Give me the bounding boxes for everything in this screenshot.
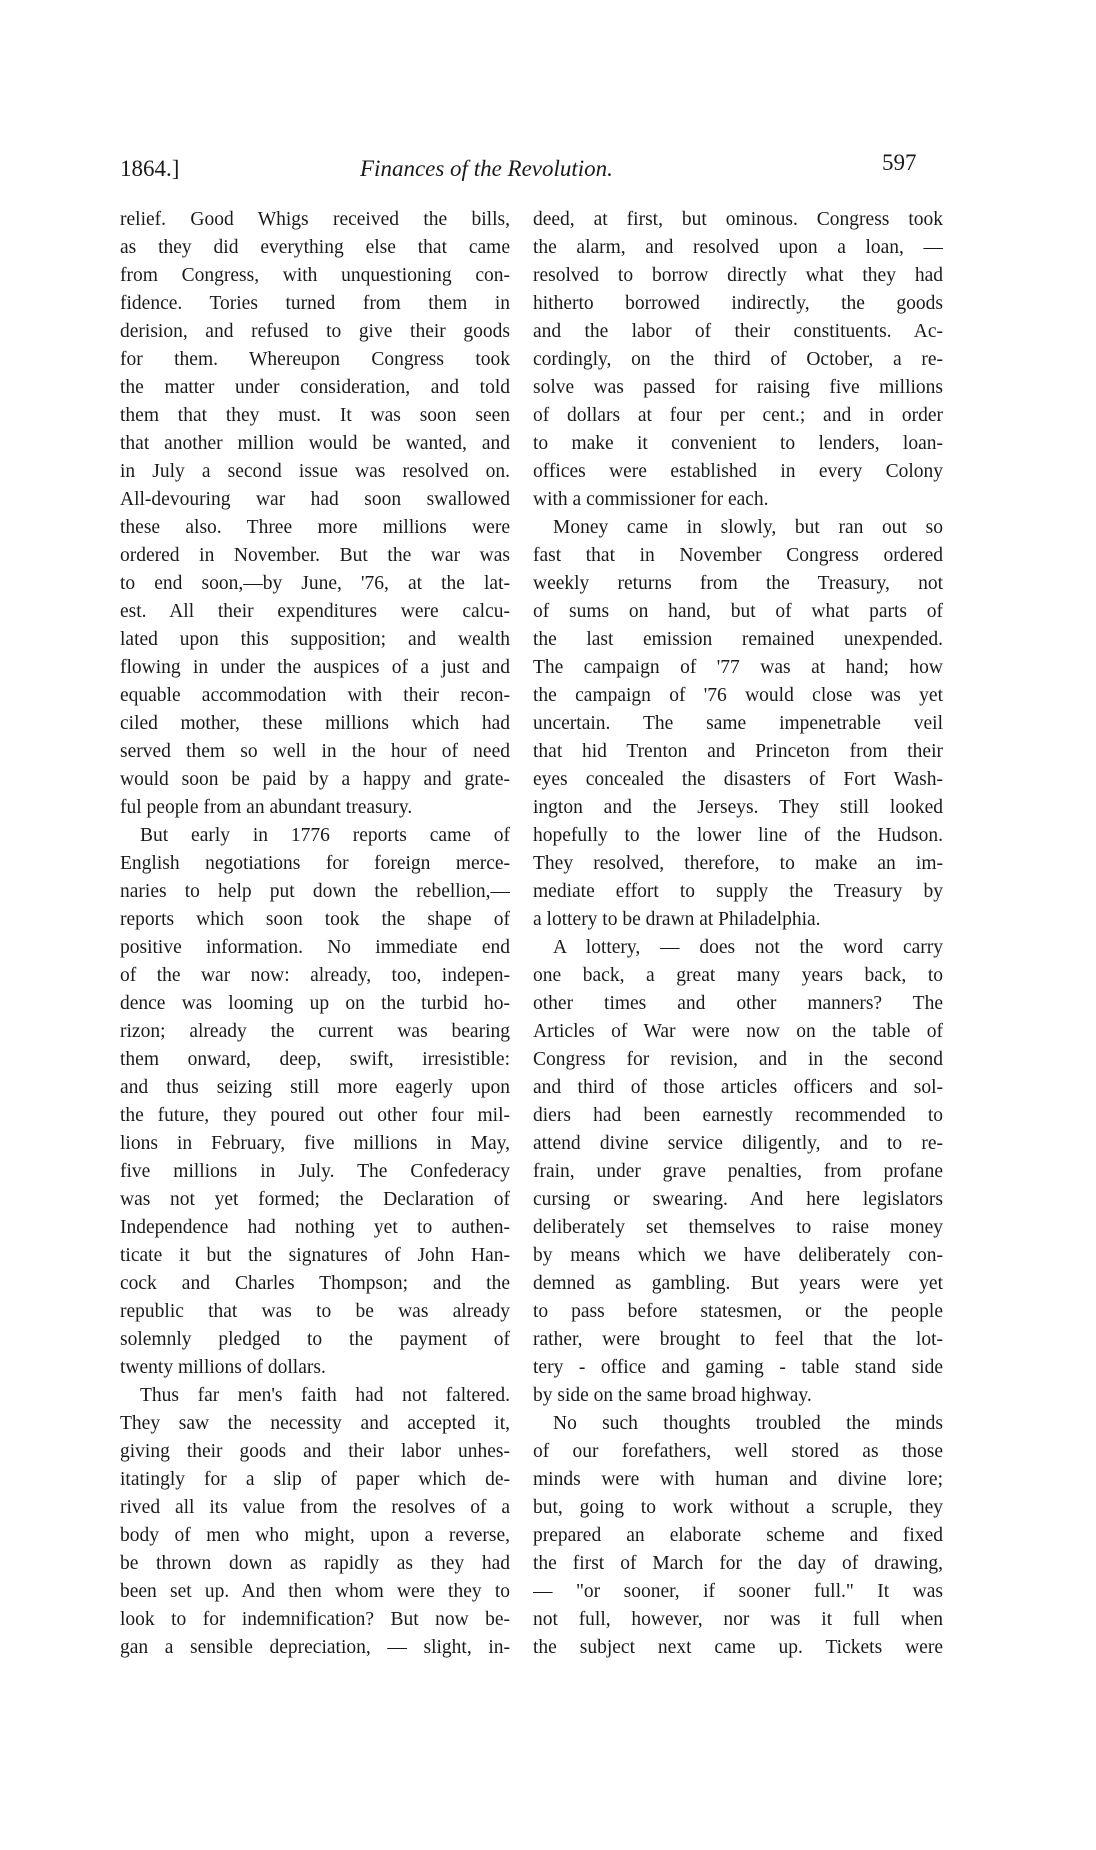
text-line: be thrown down as rapidly as they had: [120, 1553, 510, 1574]
text-line: that hid Trenton and Princeton from their: [533, 741, 943, 762]
text-line: that another million would be wanted, and: [120, 433, 510, 454]
text-line: cock and Charles Thompson; and the: [120, 1273, 510, 1294]
text-line: deed, at first, but ominous. Congress took: [533, 209, 943, 230]
text-line: served them so well in the hour of need: [120, 741, 510, 762]
text-line: a lottery to be drawn at Philadelphia.: [533, 909, 821, 930]
text-line: They resolved, therefore, to make an im-: [533, 853, 943, 874]
text-line: of our forefathers, well stored as those: [533, 1441, 943, 1462]
text-line: look to for indemnification? But now be-: [120, 1609, 510, 1630]
text-line: rived all its value from the resolves of a: [120, 1497, 510, 1518]
text-line: for them. Whereupon Congress took: [120, 349, 510, 370]
text-line: derision, and refused to give their goods: [120, 321, 510, 342]
text-line: reports which soon took the shape of: [120, 909, 510, 930]
text-line: the matter under consideration, and told: [120, 377, 510, 398]
text-line: fidence. Tories turned from them in: [120, 293, 510, 314]
text-line: equable accommodation with their recon-: [120, 685, 510, 706]
text-line: mediate effort to supply the Treasury by: [533, 881, 943, 902]
text-line: uncertain. The same impenetrable veil: [533, 713, 943, 734]
paragraph: [120, 1382, 510, 1662]
text-line: ful people from an abundant treasury.: [120, 797, 413, 818]
text-line: Articles of War were now on the table of: [533, 1021, 943, 1042]
running-head-year: 1864.]: [120, 156, 180, 181]
text-line: but, going to work without a scruple, they: [533, 1497, 943, 1518]
text-line: of the war now: already, too, indepen-: [120, 965, 510, 986]
text-line: cordingly, on the third of October, a re-: [533, 349, 943, 370]
text-line: No such thoughts troubled the minds: [553, 1413, 943, 1434]
text-line: hopefully to the lower line of the Hudson.: [533, 825, 943, 846]
text-line: lated upon this supposition; and wealth: [120, 629, 510, 650]
text-line: rather, were brought to feel that the lot-: [533, 1329, 943, 1350]
text-line: All-devouring war had soon swallowed: [120, 489, 510, 510]
text-line: other times and other manners? The: [533, 993, 943, 1014]
text-line: republic that was to be was already: [120, 1301, 510, 1322]
text-line: lions in February, five millions in May,: [120, 1133, 510, 1154]
text-line: diers had been earnestly recommended to: [533, 1105, 943, 1126]
text-line: giving their goods and their labor unhes-: [120, 1441, 510, 1462]
text-line: gan a sensible depreciation, — slight, in-: [120, 1637, 510, 1658]
paragraph: [120, 206, 510, 822]
text-line: the first of March for the day of drawing,: [533, 1553, 943, 1574]
text-line: weekly returns from the Treasury, not: [533, 573, 943, 594]
text-line: cursing or swearing. And here legislators: [533, 1189, 943, 1210]
text-line: frain, under grave penalties, from profane: [533, 1161, 943, 1182]
text-line: resolved to borrow directly what they had: [533, 265, 943, 286]
left-column: [120, 206, 510, 1662]
text-line: ordered in November. But the war was: [120, 545, 510, 566]
paragraph: [533, 934, 943, 1410]
text-line: demned as gambling. But years were yet: [533, 1273, 943, 1294]
text-line: ciled mother, these millions which had: [120, 713, 510, 734]
paragraph: [533, 206, 943, 514]
text-line: body of men who might, upon a reverse,: [120, 1525, 510, 1546]
text-line: solemnly pledged to the payment of: [120, 1329, 510, 1350]
text-line: deliberately set themselves to raise money: [533, 1217, 943, 1238]
text-line: these also. Three more millions were: [120, 517, 510, 538]
text-line: hitherto borrowed indirectly, the goods: [533, 293, 943, 314]
text-line: in July a second issue was resolved on.: [120, 461, 510, 482]
paragraph: [120, 822, 510, 1382]
text-line: tery - office and gaming - table stand side: [533, 1357, 943, 1378]
text-line: ington and the Jerseys. They still looked: [533, 797, 943, 818]
paragraph: [533, 1410, 943, 1662]
text-line: of dollars at four per cent.; and in order: [533, 405, 943, 426]
text-line: dence was looming up on the turbid ho-: [120, 993, 510, 1014]
text-line: relief. Good Whigs received the bills,: [120, 209, 510, 230]
text-line: by side on the same broad highway.: [533, 1385, 812, 1406]
text-line: minds were with human and divine lore;: [533, 1469, 943, 1490]
text-line: and the labor of their constituents. Ac-: [533, 321, 943, 342]
text-line: fast that in November Congress ordered: [533, 545, 943, 566]
text-line: not full, however, nor was it full when: [533, 1609, 943, 1630]
text-line: They saw the necessity and accepted it,: [120, 1413, 510, 1434]
text-line: flowing in under the auspices of a just and: [120, 657, 510, 678]
text-line: the last emission remained unexpended.: [533, 629, 943, 650]
text-line: est. All their expenditures were calcu-: [120, 601, 510, 622]
text-line: But early in 1776 reports came of: [140, 825, 510, 846]
text-line: offices were established in every Colony: [533, 461, 943, 482]
text-line: naries to help put down the rebellion,—: [120, 881, 510, 902]
text-line: Money came in slowly, but ran out so: [553, 517, 943, 538]
paragraph: [533, 514, 943, 934]
text-line: would soon be paid by a happy and grate-: [120, 769, 510, 790]
text-line: the subject next came up. Tickets were: [533, 1637, 943, 1658]
text-line: attend divine service diligently, and to re-: [533, 1133, 943, 1154]
text-line: the future, they poured out other four mil-: [120, 1105, 510, 1126]
running-head-title: Finances of the Revolution.: [360, 156, 613, 181]
text-line: them onward, deep, swift, irresistible:: [120, 1049, 510, 1070]
text-line: by means which we have deliberately con-: [533, 1245, 943, 1266]
right-column: [533, 206, 943, 1662]
text-line: from Congress, with unquestioning con-: [120, 265, 510, 286]
text-line: them that they must. It was soon seen: [120, 405, 510, 426]
text-line: the alarm, and resolved upon a loan, —: [533, 237, 943, 258]
text-line: ticate it but the signatures of John Han-: [120, 1245, 510, 1266]
text-line: solve was passed for raising five millions: [533, 377, 943, 398]
text-line: been set up. And then whom were they to: [120, 1581, 510, 1602]
text-line: to end soon,—by June, '76, at the lat-: [120, 573, 510, 594]
text-line: twenty millions of dollars.: [120, 1357, 326, 1378]
text-line: positive information. No immediate end: [120, 937, 510, 958]
text-line: Congress for revision, and in the second: [533, 1049, 943, 1070]
text-line: five millions in July. The Confederacy: [120, 1161, 510, 1182]
text-line: A lottery, — does not the word carry: [553, 937, 943, 958]
text-line: Independence had nothing yet to authen-: [120, 1217, 510, 1238]
text-line: was not yet formed; the Declaration of: [120, 1189, 510, 1210]
text-line: prepared an elaborate scheme and fixed: [533, 1525, 943, 1546]
text-line: as they did everything else that came: [120, 237, 510, 258]
page-number: 597: [882, 150, 917, 175]
text-line: to make it convenient to lenders, loan-: [533, 433, 943, 454]
text-line: eyes concealed the disasters of Fort Wash-: [533, 769, 943, 790]
text-line: — "or sooner, if sooner full." It was: [533, 1581, 943, 1602]
text-line: and thus seizing still more eagerly upon: [120, 1077, 510, 1098]
text-line: Thus far men's faith had not faltered.: [140, 1385, 510, 1406]
text-line: one back, a great many years back, to: [533, 965, 943, 986]
text-line: rizon; already the current was bearing: [120, 1021, 510, 1042]
text-line: to pass before statesmen, or the people: [533, 1301, 943, 1322]
text-line: English negotiations for foreign merce-: [120, 853, 510, 874]
text-line: of sums on hand, but of what parts of: [533, 601, 943, 622]
text-line: itatingly for a slip of paper which de-: [120, 1469, 510, 1490]
text-line: the campaign of '76 would close was yet: [533, 685, 943, 706]
text-line: and third of those articles officers and sol-: [533, 1077, 943, 1098]
text-line: with a commissioner for each.: [533, 489, 769, 510]
text-line: The campaign of '77 was at hand; how: [533, 657, 943, 678]
